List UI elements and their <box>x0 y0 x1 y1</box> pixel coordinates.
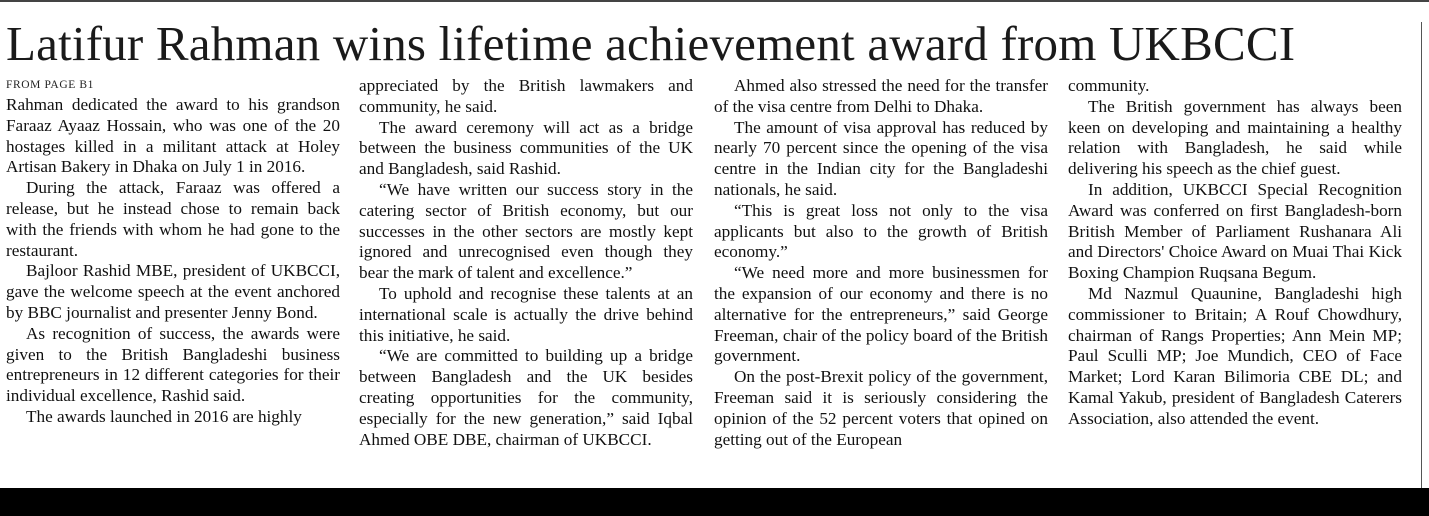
headline: Latifur Rahman wins lifetime achievement award from UKBCCI <box>6 16 1296 71</box>
article-column-4 <box>1068 76 1402 430</box>
paragraph: The British government has always been keen on developing and maintaining a healthy relation with Bangladesh, he said while delivering his speech as the chief guest. <box>1068 96 1402 179</box>
paragraph: During the attack, Faraaz was offered a release, but he instead chose to remain back with the friends with whom he had gone to the restaurant. <box>6 178 340 260</box>
article-column-1 <box>6 95 340 428</box>
paragraph: To uphold and recognise these talents at an international scale is actually the drive behind this initiative, he said. <box>359 283 693 345</box>
paragraph: “We are committed to building up a bridge between Bangladesh and the UK besides creating opportunities for the community, especially for the new generation,” said Iqbal Ahmed OBE DBE, chairman of UKBCCI. <box>359 346 693 449</box>
paragraph: “We need more and more businessmen for the expansion of our economy and there is no alternative for the entrepreneurs,” said George Freeman, chair of the policy board of the British government. <box>714 263 1048 366</box>
paragraph: Ahmed also stressed the need for the transfer of the visa centre from Delhi to Dhaka. <box>714 76 1048 116</box>
continuation-kicker: FROM PAGE B1 <box>6 79 94 91</box>
paragraph: As recognition of success, the awards were given to the British Bangladeshi business entrepreneurs in 12 different categories for their individual excellence, Rashid said. <box>6 323 340 406</box>
paragraph: “This is great loss not only to the visa applicants but also to the growth of British economy.” <box>714 200 1048 262</box>
paragraph: The amount of visa approval has reduced by nearly 70 percent since the opening of the visa centre in the Indian city for the Bangladeshi nationals, he said. <box>714 117 1048 199</box>
article-column-2 <box>359 76 693 450</box>
paragraph: On the post-Brexit policy of the government, Freeman said it is seriously considering the opinion of the 52 percent voters that opined on getting out of the European <box>714 367 1048 449</box>
paragraph: The award ceremony will act as a bridge between the business communities of the UK and Bangladesh, said Rashid. <box>359 117 693 179</box>
paragraph: Rahman dedicated the award to his grandson Faraaz Ayaaz Hossain, who was one of the 20 hostages killed in a militant attack at Holey Artisan Bakery in Dhaka on July 1 in 2016. <box>6 95 340 177</box>
paragraph: The awards launched in 2016 are highly <box>26 406 302 426</box>
bottom-black-bar <box>0 488 1429 516</box>
paragraph: Md Nazmul Quaunine, Bangladeshi high commissioner to Britain; A Rouf Chowdhury, chairman of Rangs Properties; Ann Mein MP; Paul Sculli MP; Joe Mundich, CEO of Face Market; Lord Karan Bilimoria CBE DL; and Kamal Yakub, president of Bangladesh Caterers Association, also attended the event. <box>1068 283 1402 428</box>
paragraph: appreciated by the British lawmakers and community, he said. <box>359 76 693 116</box>
paragraph: community. <box>1068 76 1150 95</box>
top-rule <box>0 0 1429 2</box>
paragraph: In addition, UKBCCI Special Recognition Award was conferred on first Bangladesh-born British Member of Parliament Rushanara Ali and Directors' Choice Award on Muai Thai Kick Boxing Champion Ruqsana Begum. <box>1068 179 1402 283</box>
paragraph: Bajloor Rashid MBE, president of UKBCCI, gave the welcome speech at the event anchored by BBC journalist and presenter Jenny Bond. <box>6 261 340 322</box>
article-column-3 <box>714 76 1048 450</box>
paragraph: “We have written our success story in the catering sector of British economy, but our successes in the other sectors are mostly kept ignored and unrecognised even though they bear the mark of talent and excellence.” <box>359 179 693 283</box>
right-column-rule <box>1421 22 1422 488</box>
